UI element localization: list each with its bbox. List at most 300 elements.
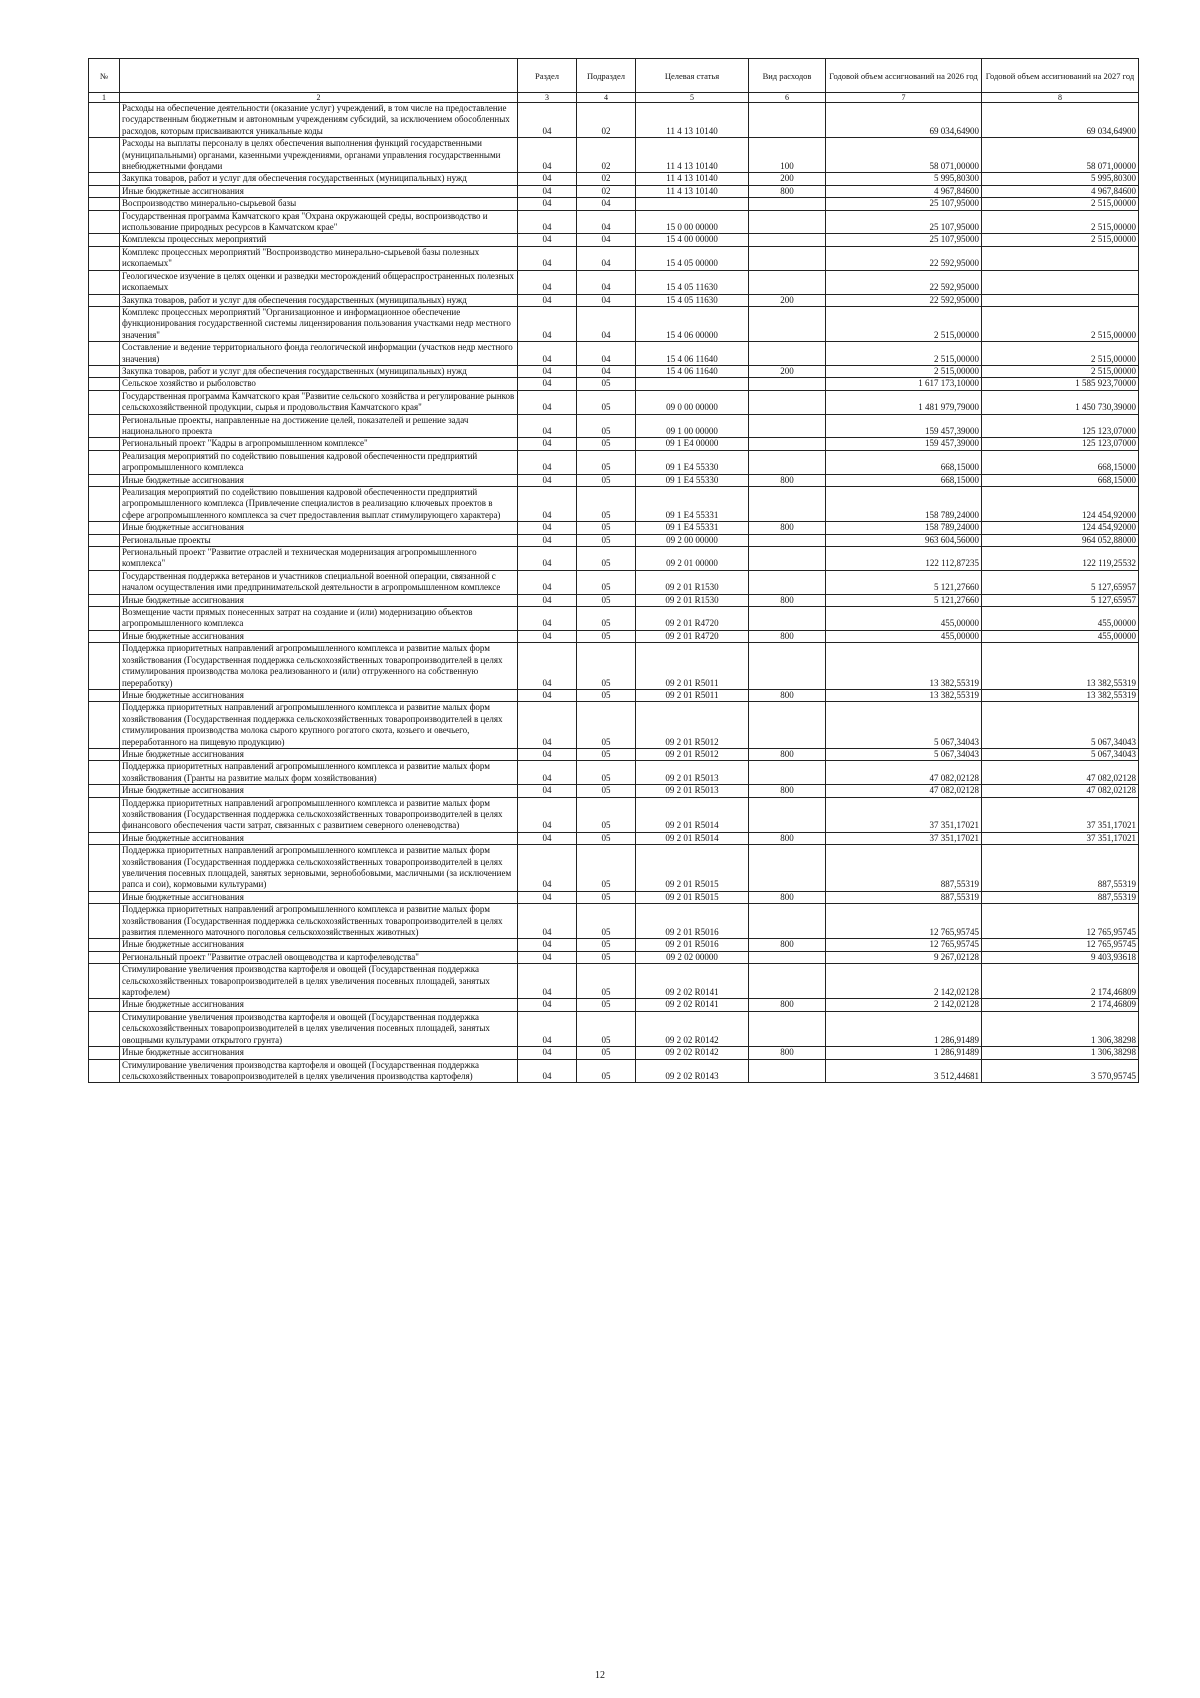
cell-num <box>89 761 120 785</box>
cell-expense-type <box>749 570 826 594</box>
cell-amount-2027: 887,55319 <box>982 891 1139 903</box>
cell-target-article: 15 4 00 00000 <box>636 234 749 246</box>
cell-podrazdel: 05 <box>577 785 636 797</box>
cell-amount-2026: 25 107,95000 <box>826 210 982 234</box>
cell-num <box>89 904 120 939</box>
cell-name: Поддержка приоритетных направлений агропромышленного комплекса и развитие малых форм хозяйствования (Государственная поддержка сельскохозяйственных товаропроизводителей в целях стимулирования производства молока сырого крупного рогатого скота, козьего и овечьего, переработанного на пищевую продукцию) <box>120 702 518 749</box>
cell-podrazdel: 04 <box>577 246 636 270</box>
cell-razdel: 04 <box>518 891 577 903</box>
cell-podrazdel: 05 <box>577 702 636 749</box>
cell-podrazdel: 05 <box>577 904 636 939</box>
cell-razdel: 04 <box>518 999 577 1011</box>
cell-razdel: 04 <box>518 1011 577 1046</box>
cell-target-article: 09 2 01 R1530 <box>636 570 749 594</box>
cell-name: Иные бюджетные ассигнования <box>120 748 518 760</box>
cell-expense-type <box>749 378 826 390</box>
cell-num <box>89 785 120 797</box>
cell-target-article: 09 2 01 R5011 <box>636 689 749 701</box>
cell-expense-type: 800 <box>749 785 826 797</box>
cell-amount-2027: 5 127,65957 <box>982 594 1139 606</box>
cell-razdel: 04 <box>518 185 577 197</box>
cell-expense-type <box>749 845 826 892</box>
cell-target-article: 09 1 Е4 55330 <box>636 450 749 474</box>
table-row <box>89 474 1139 486</box>
table-row <box>89 487 1139 522</box>
cell-name: Геологическое изучение в целях оценки и разведки месторождений общераспространенных полезных ископаемых <box>120 270 518 294</box>
cell-podrazdel: 02 <box>577 103 636 138</box>
table-row <box>89 173 1139 185</box>
cell-razdel: 04 <box>518 342 577 366</box>
cell-razdel: 04 <box>518 198 577 210</box>
cell-razdel: 04 <box>518 246 577 270</box>
cell-expense-type <box>749 198 826 210</box>
cell-target-article: 11 4 13 10140 <box>636 185 749 197</box>
cell-razdel: 04 <box>518 270 577 294</box>
cell-podrazdel: 05 <box>577 378 636 390</box>
cell-razdel: 04 <box>518 306 577 341</box>
cell-name: Воспроизводство минерально-сырьевой базы <box>120 198 518 210</box>
cell-name: Комплекс процессных мероприятий "Воспроизводство минерально-сырьевой базы полезных ископаемых" <box>120 246 518 270</box>
cell-amount-2026: 12 765,95745 <box>826 904 982 939</box>
cell-num <box>89 702 120 749</box>
cell-razdel: 04 <box>518 438 577 450</box>
cell-podrazdel: 04 <box>577 306 636 341</box>
col-number: 5 <box>636 93 749 103</box>
cell-amount-2027: 5 067,34043 <box>982 702 1139 749</box>
cell-amount-2027 <box>982 246 1139 270</box>
cell-expense-type <box>749 547 826 571</box>
cell-name: Региональные проекты, направленные на достижение целей, показателей и решение задач национального проекта <box>120 414 518 438</box>
cell-amount-2026: 2 515,00000 <box>826 365 982 377</box>
cell-name: Региональный проект "Кадры в агропромышленном комплексе" <box>120 438 518 450</box>
cell-expense-type: 200 <box>749 173 826 185</box>
col-header-celevaya: Целевая статья <box>636 59 749 93</box>
cell-amount-2027: 2 174,46809 <box>982 964 1139 999</box>
cell-num <box>89 270 120 294</box>
cell-num <box>89 103 120 138</box>
cell-razdel: 04 <box>518 630 577 642</box>
cell-name: Поддержка приоритетных направлений агропромышленного комплекса и развитие малых форм хозяйствования (Государственная поддержка сельскохозяйственных товаропроизводителей в целях финансового обеспечения части затрат, связанных с развитием северного оленеводства) <box>120 797 518 832</box>
cell-amount-2027: 5 995,80300 <box>982 173 1139 185</box>
cell-razdel: 04 <box>518 797 577 832</box>
cell-amount-2027: 1 450 730,39000 <box>982 390 1139 414</box>
table-body <box>89 103 1139 1083</box>
table-row <box>89 414 1139 438</box>
cell-target-article: 09 2 01 R5012 <box>636 702 749 749</box>
cell-num <box>89 689 120 701</box>
table-row <box>89 748 1139 760</box>
cell-amount-2027: 122 119,25532 <box>982 547 1139 571</box>
cell-name: Иные бюджетные ассигнования <box>120 185 518 197</box>
cell-amount-2027: 2 515,00000 <box>982 306 1139 341</box>
cell-target-article: 09 1 Е4 55331 <box>636 522 749 534</box>
cell-razdel: 04 <box>518 522 577 534</box>
cell-target-article: 09 2 02 R0143 <box>636 1059 749 1083</box>
cell-target-article: 09 2 01 R5011 <box>636 643 749 690</box>
table-row <box>89 845 1139 892</box>
cell-name: Иные бюджетные ассигнования <box>120 1047 518 1059</box>
cell-num <box>89 185 120 197</box>
cell-expense-type: 800 <box>749 999 826 1011</box>
cell-amount-2027: 668,15000 <box>982 450 1139 474</box>
cell-name: Стимулирование увеличения производства картофеля и овощей (Государственная поддержка сельскохозяйственных товаропроизводителей в целях увеличения посевных площадей, занятых овощными культурами открытого грунта) <box>120 1011 518 1046</box>
table-row <box>89 210 1139 234</box>
cell-target-article: 09 2 02 R0141 <box>636 964 749 999</box>
cell-name: Иные бюджетные ассигнования <box>120 594 518 606</box>
cell-podrazdel: 05 <box>577 845 636 892</box>
cell-razdel: 04 <box>518 964 577 999</box>
cell-razdel: 04 <box>518 234 577 246</box>
table-row <box>89 246 1139 270</box>
cell-podrazdel: 04 <box>577 342 636 366</box>
cell-razdel: 04 <box>518 643 577 690</box>
cell-razdel: 04 <box>518 450 577 474</box>
cell-amount-2026: 887,55319 <box>826 845 982 892</box>
cell-num <box>89 999 120 1011</box>
cell-amount-2027: 125 123,07000 <box>982 438 1139 450</box>
cell-name: Расходы на обеспечение деятельности (оказание услуг) учреждений, в том числе на предоставление государственным бюджетным и автономным учреждениям субсидий, за исключением обособленных расходов, которым присваиваются уникальные коды <box>120 103 518 138</box>
table-row <box>89 594 1139 606</box>
table-row <box>89 1059 1139 1083</box>
table-row <box>89 1011 1139 1046</box>
cell-target-article: 09 2 01 R4720 <box>636 607 749 631</box>
cell-num <box>89 210 120 234</box>
cell-expense-type: 800 <box>749 748 826 760</box>
cell-amount-2027: 668,15000 <box>982 474 1139 486</box>
cell-amount-2027: 125 123,07000 <box>982 414 1139 438</box>
cell-amount-2026: 25 107,95000 <box>826 234 982 246</box>
table-row <box>89 365 1139 377</box>
table-row <box>89 103 1139 138</box>
table-row <box>89 185 1139 197</box>
cell-razdel: 04 <box>518 607 577 631</box>
cell-num <box>89 1059 120 1083</box>
cell-podrazdel: 05 <box>577 1059 636 1083</box>
page-number: 12 <box>595 1670 605 1681</box>
cell-amount-2026: 1 286,91489 <box>826 1047 982 1059</box>
table-row <box>89 522 1139 534</box>
cell-amount-2026: 3 512,44681 <box>826 1059 982 1083</box>
cell-name: Региональный проект "Развитие отраслей и техническая модернизация агропромышленного комплекса" <box>120 547 518 571</box>
cell-amount-2026: 22 592,95000 <box>826 270 982 294</box>
table-row <box>89 630 1139 642</box>
cell-razdel: 04 <box>518 414 577 438</box>
cell-podrazdel: 02 <box>577 173 636 185</box>
cell-amount-2026: 887,55319 <box>826 891 982 903</box>
cell-target-article: 15 0 00 00000 <box>636 210 749 234</box>
cell-target-article: 09 2 01 R5016 <box>636 904 749 939</box>
col-header-razdel: Раздел <box>518 59 577 93</box>
cell-podrazdel: 05 <box>577 474 636 486</box>
cell-razdel: 04 <box>518 785 577 797</box>
cell-amount-2026: 158 789,24000 <box>826 487 982 522</box>
cell-expense-type <box>749 438 826 450</box>
cell-expense-type <box>749 390 826 414</box>
cell-amount-2026: 12 765,95745 <box>826 939 982 951</box>
table-row <box>89 198 1139 210</box>
table-row <box>89 951 1139 963</box>
cell-amount-2027: 5 067,34043 <box>982 748 1139 760</box>
cell-name: Иные бюджетные ассигнования <box>120 939 518 951</box>
cell-podrazdel: 05 <box>577 547 636 571</box>
cell-name: Поддержка приоритетных направлений агропромышленного комплекса и развитие малых форм хозяйствования (Государственная поддержка сельскохозяйственных товаропроизводителей в целях стимулирования производства молока реализованного и (или) отгруженного на собственную переработку) <box>120 643 518 690</box>
cell-razdel: 04 <box>518 761 577 785</box>
cell-num <box>89 964 120 999</box>
table-row <box>89 234 1139 246</box>
cell-podrazdel: 05 <box>577 891 636 903</box>
cell-amount-2027 <box>982 294 1139 306</box>
cell-amount-2026: 5 121,27660 <box>826 570 982 594</box>
cell-expense-type <box>749 1059 826 1083</box>
cell-target-article: 09 2 01 R5012 <box>636 748 749 760</box>
cell-target-article: 09 2 02 R0142 <box>636 1047 749 1059</box>
cell-num <box>89 246 120 270</box>
cell-name: Сельское хозяйство и рыболовство <box>120 378 518 390</box>
cell-amount-2026: 47 082,02128 <box>826 761 982 785</box>
table-row <box>89 294 1139 306</box>
cell-expense-type <box>749 761 826 785</box>
cell-num <box>89 378 120 390</box>
col-header-podrazdel: Подраздел <box>577 59 636 93</box>
col-number: 8 <box>982 93 1139 103</box>
cell-expense-type <box>749 210 826 234</box>
cell-podrazdel: 05 <box>577 534 636 546</box>
cell-amount-2027: 37 351,17021 <box>982 797 1139 832</box>
cell-num <box>89 570 120 594</box>
cell-num <box>89 234 120 246</box>
cell-podrazdel: 04 <box>577 270 636 294</box>
cell-podrazdel: 05 <box>577 390 636 414</box>
table-row <box>89 306 1139 341</box>
cell-name: Закупка товаров, работ и услуг для обеспечения государственных (муниципальных) нужд <box>120 173 518 185</box>
cell-amount-2026: 5 067,34043 <box>826 748 982 760</box>
table-row <box>89 761 1139 785</box>
cell-name: Поддержка приоритетных направлений агропромышленного комплекса и развитие малых форм хозяйствования (Государственная поддержка сельскохозяйственных товаропроизводителей в целях увеличения посевных площадей, занятых зерновыми, зернобобовыми, масличными (за исключением рапса и сои), кормовыми культурами) <box>120 845 518 892</box>
cell-amount-2027: 2 515,00000 <box>982 210 1139 234</box>
cell-target-article: 09 1 Е4 00000 <box>636 438 749 450</box>
cell-podrazdel: 05 <box>577 607 636 631</box>
cell-podrazdel: 05 <box>577 964 636 999</box>
cell-num <box>89 534 120 546</box>
cell-amount-2026: 25 107,95000 <box>826 198 982 210</box>
budget-table-sheet <box>88 58 1138 1083</box>
cell-num <box>89 951 120 963</box>
cell-razdel: 04 <box>518 689 577 701</box>
cell-amount-2026: 2 515,00000 <box>826 342 982 366</box>
cell-razdel: 04 <box>518 594 577 606</box>
cell-num <box>89 390 120 414</box>
cell-name: Иные бюджетные ассигнования <box>120 832 518 844</box>
col-number: 6 <box>749 93 826 103</box>
cell-expense-type: 800 <box>749 474 826 486</box>
cell-name: Иные бюджетные ассигнования <box>120 689 518 701</box>
cell-podrazdel: 05 <box>577 797 636 832</box>
cell-amount-2027: 9 403,93618 <box>982 951 1139 963</box>
cell-podrazdel: 04 <box>577 294 636 306</box>
table-row <box>89 270 1139 294</box>
cell-num <box>89 522 120 534</box>
cell-target-article: 09 2 01 R5016 <box>636 939 749 951</box>
table-row <box>89 797 1139 832</box>
cell-num <box>89 474 120 486</box>
cell-amount-2027: 455,00000 <box>982 607 1139 631</box>
table-row <box>89 390 1139 414</box>
table-row <box>89 547 1139 571</box>
cell-name: Комплекс процессных мероприятий "Организационное и информационное обеспечение функционирования государственной системы лицензирования пользования участками недр местного значения" <box>120 306 518 341</box>
cell-amount-2027: 13 382,55319 <box>982 643 1139 690</box>
cell-amount-2027: 2 515,00000 <box>982 342 1139 366</box>
cell-expense-type <box>749 534 826 546</box>
cell-amount-2026: 2 142,02128 <box>826 999 982 1011</box>
cell-razdel: 04 <box>518 487 577 522</box>
cell-razdel: 04 <box>518 378 577 390</box>
cell-podrazdel: 05 <box>577 1011 636 1046</box>
cell-expense-type <box>749 1011 826 1046</box>
cell-target-article: 09 0 00 00000 <box>636 390 749 414</box>
cell-expense-type <box>749 342 826 366</box>
cell-target-article <box>636 198 749 210</box>
cell-amount-2027: 5 127,65957 <box>982 570 1139 594</box>
cell-name: Закупка товаров, работ и услуг для обеспечения государственных (муниципальных) нужд <box>120 365 518 377</box>
cell-expense-type <box>749 246 826 270</box>
cell-name: Иные бюджетные ассигнования <box>120 522 518 534</box>
cell-amount-2026: 2 515,00000 <box>826 306 982 341</box>
cell-amount-2027: 37 351,17021 <box>982 832 1139 844</box>
cell-razdel: 04 <box>518 1059 577 1083</box>
cell-name: Стимулирование увеличения производства картофеля и овощей (Государственная поддержка сельскохозяйственных товаропроизводителей в целях увеличения посевных площадей, занятых картофелем) <box>120 964 518 999</box>
cell-num <box>89 138 120 173</box>
cell-amount-2026: 13 382,55319 <box>826 689 982 701</box>
table-row <box>89 999 1139 1011</box>
cell-amount-2026: 668,15000 <box>826 450 982 474</box>
cell-target-article: 09 2 01 R5014 <box>636 797 749 832</box>
cell-podrazdel: 05 <box>577 487 636 522</box>
cell-razdel: 04 <box>518 570 577 594</box>
column-number-row <box>89 93 1139 103</box>
cell-amount-2026: 1 617 173,10000 <box>826 378 982 390</box>
cell-name: Иные бюджетные ассигнования <box>120 474 518 486</box>
cell-amount-2026: 22 592,95000 <box>826 294 982 306</box>
cell-amount-2026: 455,00000 <box>826 607 982 631</box>
cell-target-article: 15 4 06 11640 <box>636 365 749 377</box>
cell-amount-2026: 963 604,56000 <box>826 534 982 546</box>
table-row <box>89 702 1139 749</box>
cell-name: Расходы на выплаты персоналу в целях обеспечения выполнения функций государственными (муниципальными) органами, казенными учреждениями, органами управления государственными внебюджетными фондами <box>120 138 518 173</box>
cell-name: Комплексы процессных мероприятий <box>120 234 518 246</box>
cell-target-article: 09 2 01 R5015 <box>636 845 749 892</box>
cell-target-article: 09 2 01 R5013 <box>636 785 749 797</box>
cell-amount-2026: 58 071,00000 <box>826 138 982 173</box>
cell-podrazdel: 05 <box>577 643 636 690</box>
cell-razdel: 04 <box>518 832 577 844</box>
cell-target-article: 09 1 Е4 55331 <box>636 487 749 522</box>
cell-target-article: 15 4 06 11640 <box>636 342 749 366</box>
cell-num <box>89 1011 120 1046</box>
cell-num <box>89 294 120 306</box>
cell-amount-2027: 69 034,64900 <box>982 103 1139 138</box>
cell-podrazdel: 05 <box>577 748 636 760</box>
cell-expense-type: 100 <box>749 138 826 173</box>
cell-target-article <box>636 378 749 390</box>
cell-amount-2027: 47 082,02128 <box>982 785 1139 797</box>
cell-amount-2026: 9 267,02128 <box>826 951 982 963</box>
cell-target-article: 15 4 05 00000 <box>636 246 749 270</box>
cell-num <box>89 342 120 366</box>
cell-podrazdel: 05 <box>577 594 636 606</box>
cell-expense-type <box>749 797 826 832</box>
cell-num <box>89 607 120 631</box>
cell-razdel: 04 <box>518 845 577 892</box>
cell-num <box>89 198 120 210</box>
cell-expense-type <box>749 951 826 963</box>
cell-target-article: 11 4 13 10140 <box>636 173 749 185</box>
table-row <box>89 378 1139 390</box>
cell-num <box>89 487 120 522</box>
cell-amount-2026: 47 082,02128 <box>826 785 982 797</box>
cell-name: Стимулирование увеличения производства картофеля и овощей (Государственная поддержка сельскохозяйственных товаропроизводителей в целях увеличения производства картофеля) <box>120 1059 518 1083</box>
cell-num <box>89 797 120 832</box>
col-number: 2 <box>120 93 518 103</box>
cell-amount-2027: 455,00000 <box>982 630 1139 642</box>
cell-podrazdel: 05 <box>577 630 636 642</box>
cell-razdel: 04 <box>518 534 577 546</box>
cell-razdel: 04 <box>518 294 577 306</box>
cell-target-article: 15 4 05 11630 <box>636 294 749 306</box>
cell-podrazdel: 04 <box>577 198 636 210</box>
cell-podrazdel: 05 <box>577 450 636 474</box>
cell-podrazdel: 02 <box>577 185 636 197</box>
cell-expense-type <box>749 487 826 522</box>
cell-expense-type <box>749 702 826 749</box>
cell-amount-2026: 1 481 979,79000 <box>826 390 982 414</box>
table-row <box>89 450 1139 474</box>
cell-expense-type: 200 <box>749 365 826 377</box>
cell-target-article: 09 2 01 R1530 <box>636 594 749 606</box>
table-row <box>89 342 1139 366</box>
cell-amount-2027: 2 174,46809 <box>982 999 1139 1011</box>
cell-name: Иные бюджетные ассигнования <box>120 999 518 1011</box>
cell-expense-type <box>749 103 826 138</box>
cell-num <box>89 173 120 185</box>
cell-podrazdel: 05 <box>577 438 636 450</box>
cell-num <box>89 748 120 760</box>
cell-razdel: 04 <box>518 904 577 939</box>
cell-amount-2026: 37 351,17021 <box>826 797 982 832</box>
cell-expense-type: 800 <box>749 1047 826 1059</box>
table-row <box>89 534 1139 546</box>
table-row <box>89 438 1139 450</box>
cell-expense-type <box>749 607 826 631</box>
cell-num <box>89 939 120 951</box>
header-row <box>89 59 1139 93</box>
cell-razdel: 04 <box>518 103 577 138</box>
cell-target-article: 09 2 01 R5013 <box>636 761 749 785</box>
cell-amount-2026: 122 112,87235 <box>826 547 982 571</box>
table-row <box>89 607 1139 631</box>
cell-num <box>89 891 120 903</box>
cell-name: Иные бюджетные ассигнования <box>120 785 518 797</box>
table-row <box>89 939 1139 951</box>
cell-expense-type: 800 <box>749 630 826 642</box>
col-header-2026: Годовой объем ассигнований на 2026 год <box>826 59 982 93</box>
cell-num <box>89 643 120 690</box>
cell-expense-type <box>749 306 826 341</box>
cell-podrazdel: 04 <box>577 210 636 234</box>
cell-expense-type <box>749 234 826 246</box>
cell-num <box>89 1047 120 1059</box>
table-row <box>89 1047 1139 1059</box>
cell-podrazdel: 05 <box>577 832 636 844</box>
